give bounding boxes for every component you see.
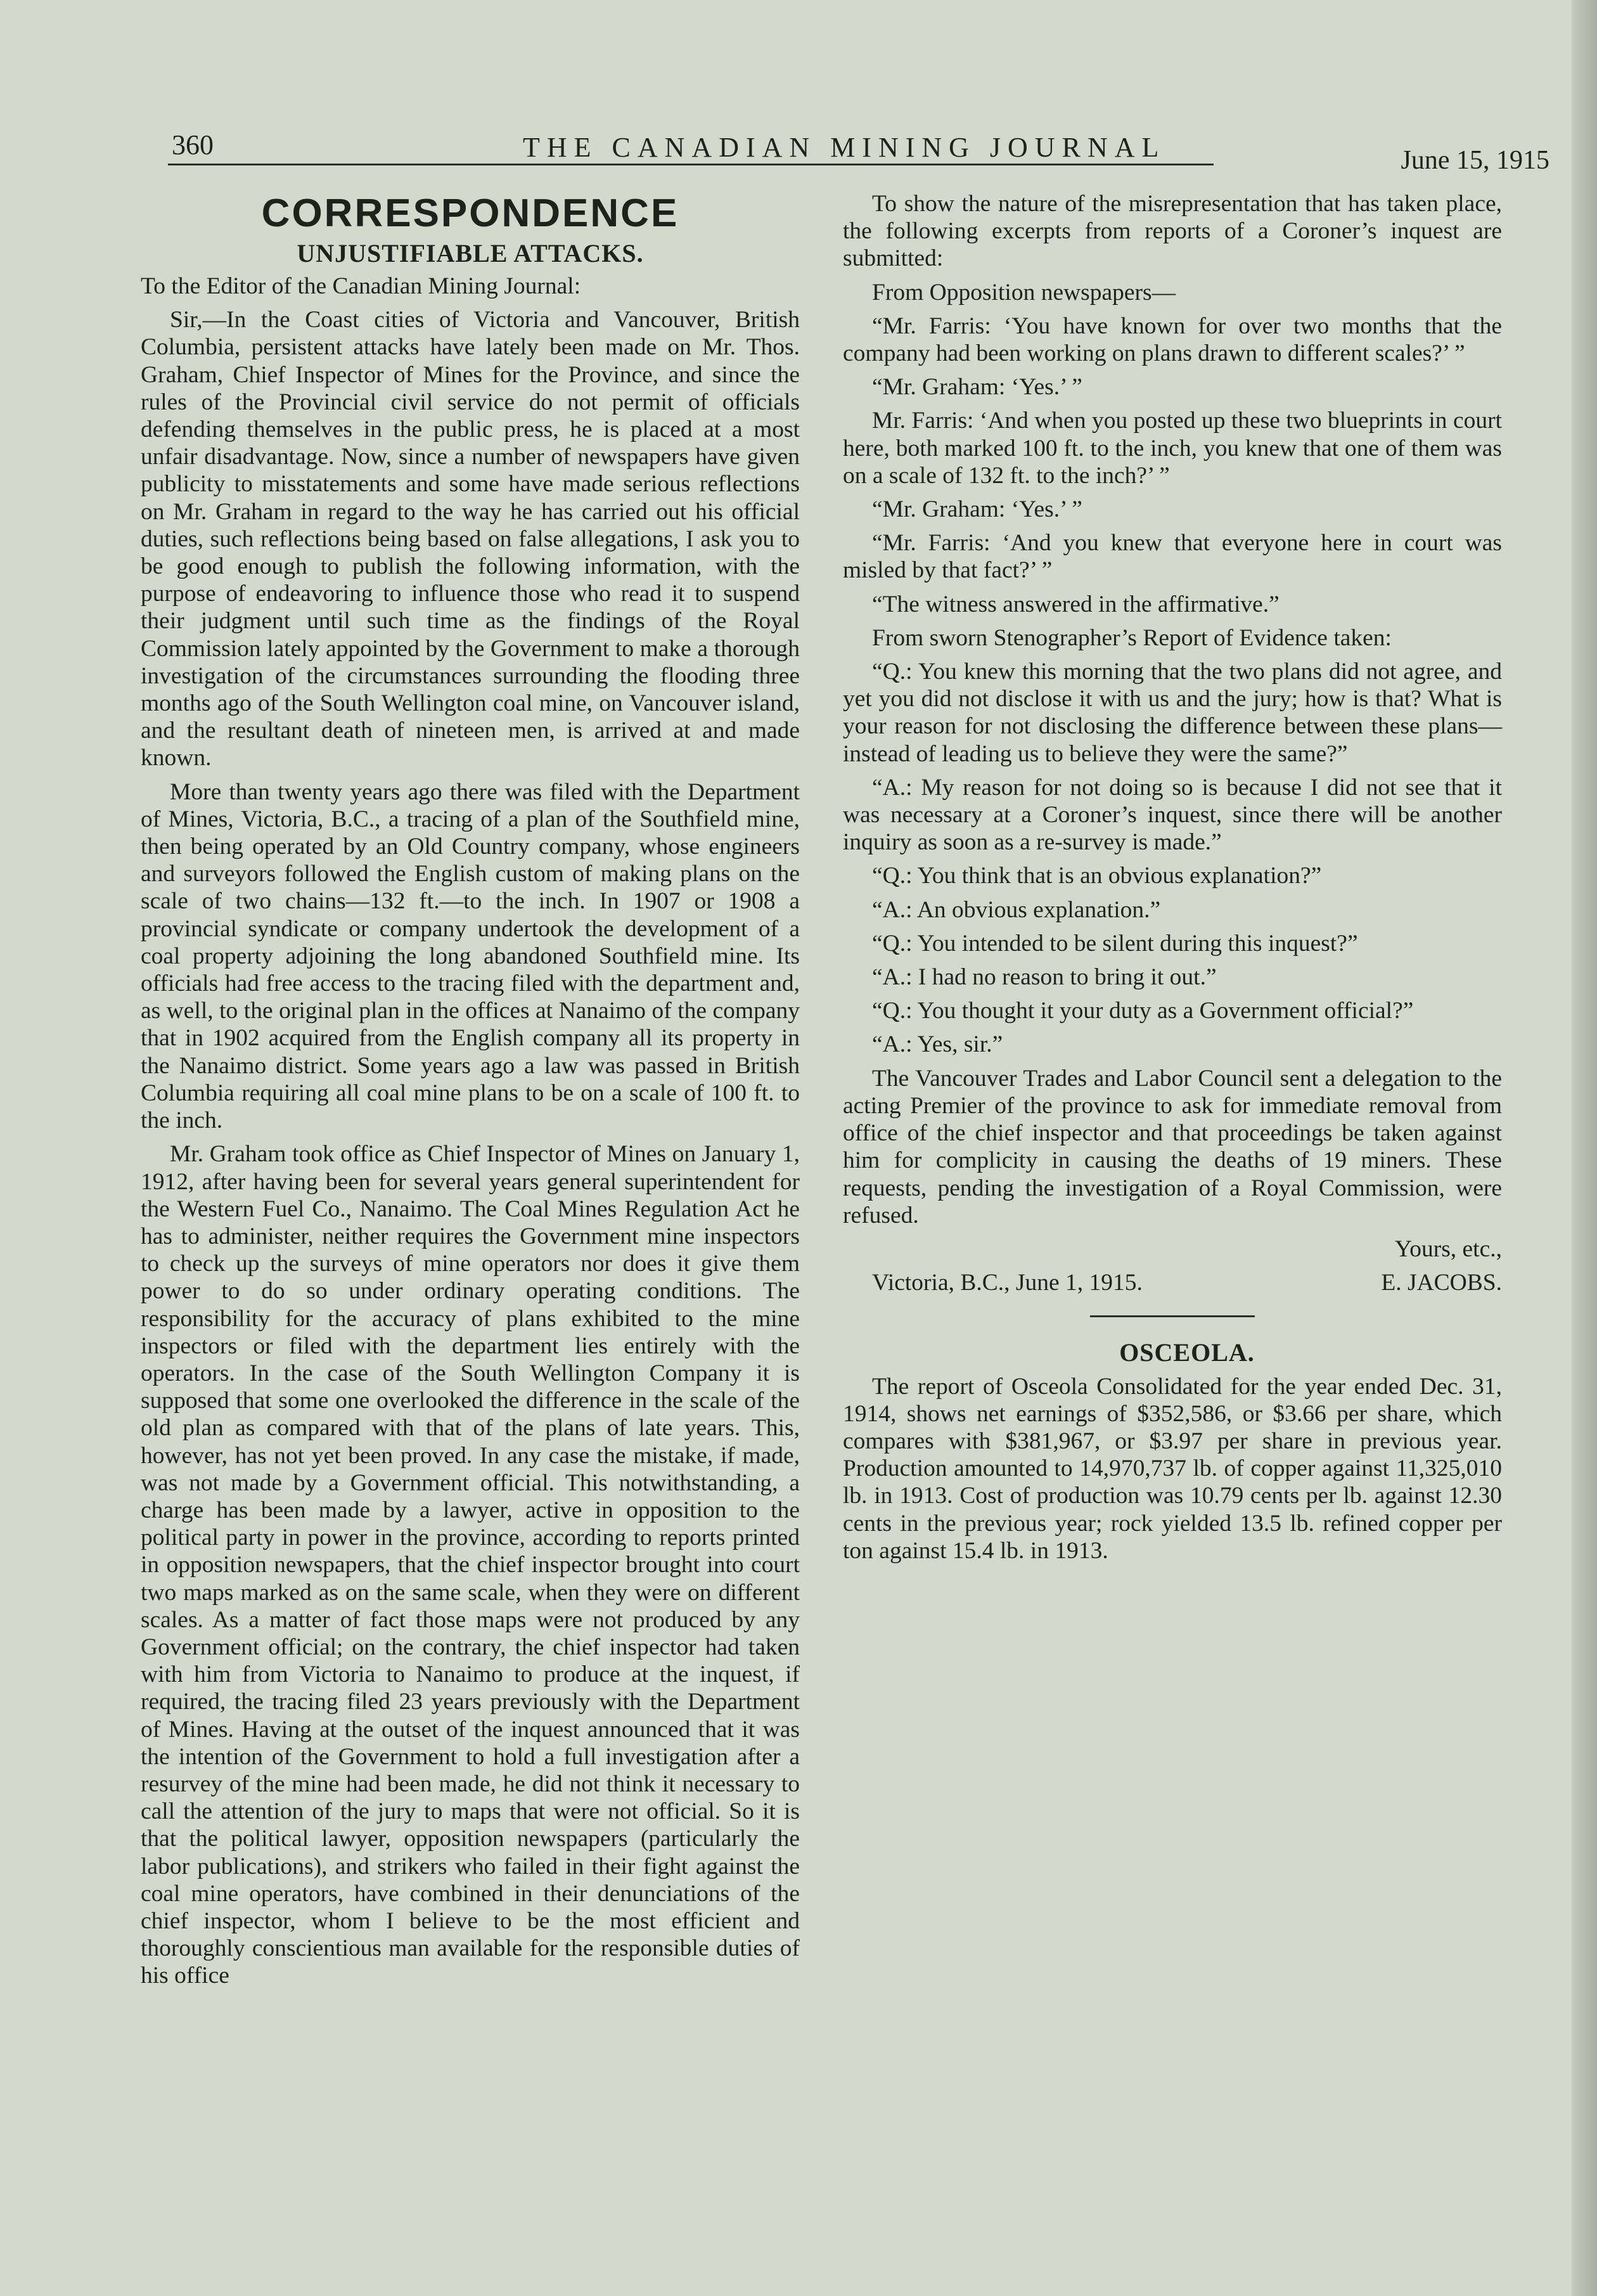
evidence-intro: From sworn Stenographer’s Report of Evidence taken:	[872, 624, 1392, 651]
place-date: Victoria, B.C., June 1, 1915.	[872, 1270, 1143, 1296]
evidence-line: “Q.: You think that is an obvious explanation?”	[872, 863, 1322, 889]
letter-paragraph: To show the nature of the misrepresentation that has taken place, the following excerpts from reports of a Coroner’s inquest are submitted:	[843, 191, 1502, 272]
letter-paragraph-text: Mr. Graham took office as Chief Inspector of Mines on January 1, 1912, after having been for several years general superintendent for the Western Fuel Co., Nanaimo. The Coal Mines Regulation Act he has to administer, neither requires the Government mine inspectors to check up the surveys of mine operators nor does it give them power to do so under ordinary operating conditions. The responsibility for the accuracy of plans exhibited to the mine inspectors or filed with the department lies entirely with the operators. In the case of the South Wellington Company it is supposed that some one overlooked the difference in the scale of the old plan as compared with that of the plans of late years. This, however, has not yet been proved. In any case the mistake, if made, was not made by a Government official. This notwithstanding, a charge has been made by a lawyer, active in opposition to the political party in power in the province, according to reports printed in opposition newspapers, that the chief inspector brought into court two maps marked as on the same scale, when they were on different scales. As a matter of fact those maps were not produced by any Government official; on the contrary, the chief inspector had taken with him from Victoria to Nanaimo to produce at the inquest, if required, the tracing filed 23 years previously with the Department of Mines. Having at the outset of the inquest announced that it was the intention of the Government to hold a full investigation after a resurvey of the mine had been made, he did not think it necessary to call the attention of the jury to maps that were not official. So it is that the political lawyer, opposition newspapers (particularly the labor publications), and strikers who failed in their fight against the coal mine operators, have combined in their denunciations of the chief inspector, whom I believe to be the most efficient and thoroughly conscientious man available for the responsible duties of his office	[141, 1141, 800, 1989]
section-title: CORRESPONDENCE	[261, 191, 679, 235]
section-divider	[1090, 1315, 1255, 1317]
quote-line: “The witness answered in the affirmative.”	[872, 591, 1280, 617]
quote-line: Mr. Farris: ‘And when you posted up these two blueprints in court here, both marked 100 ft. to the inch, you knew that one of them was on a scale of 132 ft. to the inch?’ ”	[843, 408, 1502, 489]
salutation: To the Editor of the Canadian Mining Journal:	[141, 273, 581, 299]
quote-line: “Mr. Graham: ‘Yes.’ ”	[872, 496, 1082, 523]
opposition-intro: From Opposition newspapers—	[872, 279, 1176, 306]
evidence-line: “Q.: You knew this morning that the two plans did not agree, and yet you did not disclose it with us and the jury; how is that? What is your reason for not disclosing the difference between these plans—instead of leading us to believe they were the same?”	[843, 659, 1502, 767]
journal-title: THE CANADIAN MINING JOURNAL	[523, 132, 1166, 163]
article-subhead: UNJUSTIFIABLE ATTACKS.	[297, 239, 644, 268]
osceola-paragraph: The report of Osceola Consolidated for the year ended Dec. 31, 1914, shows net earnings of $352,586, or $3.66 per share, which compares with $381,967, or $3.97 per share in previous year. Production amounted to 14,970,737 lb. of copper against 11,325,010 lb. in 1913. Cost of production was 10.79 cents per lb. against 12.30 cents in the previous year; rock yielded 13.5 lb. refined copper per ton against 15.4 lb. in 1913.	[843, 1373, 1502, 1564]
evidence-line: “A.: Yes, sir.”	[872, 1031, 1003, 1058]
signature: E. JACOBS.	[1381, 1270, 1502, 1296]
osceola-title: OSCEOLA.	[1119, 1338, 1255, 1367]
issue-date: June 15, 1915	[1401, 146, 1549, 175]
letter-paragraph: More than twenty years ago there was filed with the Department of Mines, Victoria, B.C., a tracing of a plan of the Southfield mine, then being operated by an Old Country company, whose engineers and surveyors followed the English custom of making plans on the scale of two chains—132 ft.—to the inch. In 1907 or 1908 a provincial syndicate or company undertook the development of a coal property adjoining the long abandoned Southfield mine. Its officials had free access to the tracing filed with the department and, as well, to the original plan in the offices at Nanaimo of the company that in 1902 acquired from the English company all its property in the Nanaimo district. Some years ago a law was passed in British Columbia requiring all coal mine plans to be on a scale of 100 ft. to the inch.	[141, 778, 800, 1134]
evidence-line: “A.: My reason for not doing so is because I did not see that it was necessary at a Coroner’s inquest, since there will be another inquiry as soon as a re-survey is made.”	[843, 774, 1502, 856]
quote-line: “Mr. Graham: ‘Yes.’ ”	[872, 374, 1082, 401]
evidence-line: “Q.: You thought it your duty as a Government official?”	[872, 998, 1414, 1024]
page-header	[168, 124, 1549, 181]
letter-closing: Yours, etc.,	[1394, 1235, 1502, 1262]
evidence-line: “Q.: You intended to be silent during this inquest?”	[872, 930, 1358, 957]
evidence-line: “A.: I had no reason to bring it out.”	[872, 964, 1217, 991]
letter-paragraph: Sir,—In the Coast cities of Victoria and Vancouver, British Columbia, persistent attacks have lately been made on Mr. Thos. Graham, Chief Inspector of Mines for the Province, and since the rules of the Provincial civil service do not permit of officials defending themselves in the public press, he is placed at a most unfair disadvantage. Now, since a number of newspapers have given publicity to misstatements and some have made serious reflections on Mr. Graham in regard to the way he has carried out his official duties, such reflections being based on false allegations, I ask you to be good enough to publish the following information, with the purpose of endeavoring to influence those who read it to suspend their judgment until such time as the findings of the Royal Commission lately appointed by the Government to make a thorough investigation of the circumstances surrounding the flooding three months ago of the South Wellington coal mine, on Vancouver island, and the resultant death of nineteen men, is arrived at and made known.	[141, 307, 800, 771]
page-number: 360	[172, 129, 214, 160]
evidence-line: “A.: An obvious explanation.”	[872, 896, 1161, 923]
left-column	[141, 190, 800, 1996]
quote-line: “Mr. Farris: ‘And you knew that everyone here in court was misled by that fact?’ ”	[843, 530, 1502, 584]
letter-paragraph-continued	[141, 1140, 800, 1989]
signoff-line	[843, 1269, 1502, 1296]
council-paragraph: The Vancouver Trades and Labor Council sent a delegation to the acting Premier of the province to ask for immediate removal from office of the chief inspector and that proceedings be taken against him for complicity in causing the deaths of 19 miners. These requests, pending the investigation of a Royal Commission, were refused.	[843, 1065, 1502, 1229]
quote-line: “Mr. Farris: ‘You have known for over two months that the company had been working on plans drawn to different scales?’ ”	[843, 313, 1502, 367]
page-edge-shadow	[1572, 0, 1597, 2296]
header-rule	[168, 164, 1214, 165]
right-column	[843, 190, 1502, 1571]
